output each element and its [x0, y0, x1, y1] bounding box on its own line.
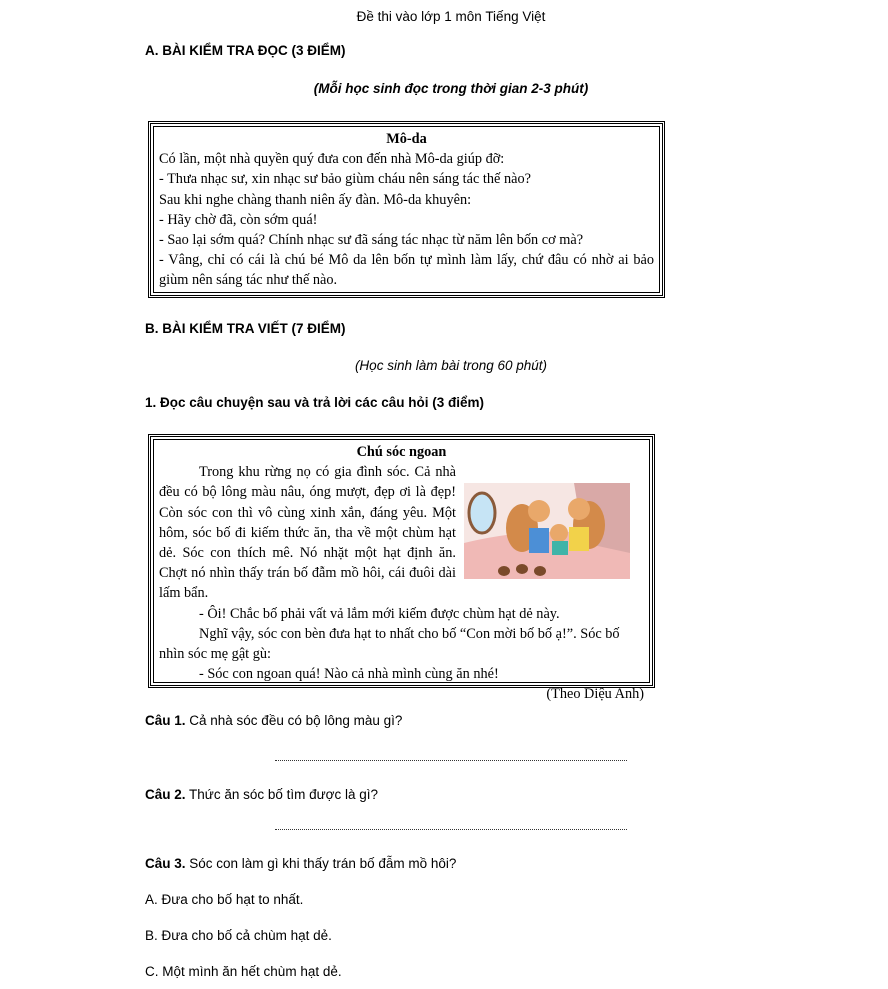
- story-title: Chú sóc ngoan: [356, 444, 447, 460]
- question-label: Câu 3.: [145, 856, 186, 871]
- story-chu-soc-ngoan-box: [148, 434, 655, 703]
- story-line: - Vâng, chỉ có cái là chú bé Mô da lên bốn tự mình làm lấy, chứ đâu có nhờ ai bảo giùm nên sáng tác như thế nào.: [159, 252, 654, 289]
- question-text: Sóc con làm gì khi thấy trán bố đẫm mồ hôi?: [185, 856, 457, 871]
- document-title: Đề thi vào lớp 1 môn Tiếng Việt: [356, 9, 546, 24]
- story-title: Mô-da: [386, 131, 427, 147]
- story-line: - Hãy chờ đã, còn sớm quá!: [159, 211, 318, 228]
- option-b: B. Đưa cho bố cả chùm hạt dẻ.: [145, 928, 332, 943]
- story-paragraph: Nghĩ vậy, sóc con bèn đưa hạt to nhất cho bố “Con mời bố bố ạ!”. Sóc bố nhìn sóc mẹ gật gù:: [159, 625, 620, 663]
- answer-line-2[interactable]: [275, 821, 627, 830]
- section-b-note: (Học sinh làm bài trong 60 phút): [354, 358, 548, 373]
- question-1: [145, 713, 402, 728]
- story-line: - Sao lại sớm quá? Chính nhạc sư đã sáng tác nhạc từ năm lên bốn cơ mà?: [159, 232, 584, 249]
- story-source: (Theo Diệu Anh): [546, 686, 644, 703]
- story-line: - Thưa nhạc sư, xin nhạc sư bảo giùm cháu nên sáng tác thế nào?: [159, 171, 531, 188]
- story-line: Có lần, một nhà quyền quý đưa con đến nhà Mô-da giúp đỡ:: [159, 151, 505, 168]
- option-c: C. Một mình ăn hết chùm hạt dẻ.: [145, 964, 342, 979]
- answer-line-1[interactable]: [275, 752, 627, 761]
- question-2: [145, 787, 378, 802]
- story-line: Sau khi nghe chàng thanh niên ấy đàn. Mô-da khuyên:: [159, 191, 472, 208]
- story-paragraph: - Ôi! Chắc bố phải vất vả lắm mới kiếm được chùm hạt dẻ này.: [199, 605, 560, 622]
- question-3: [145, 856, 456, 871]
- question-label: Câu 2.: [145, 787, 186, 802]
- task-1-heading: 1. Đọc câu chuyện sau và trả lời các câu hỏi (3 điểm): [145, 395, 484, 410]
- section-a-note: (Mỗi học sinh đọc trong thời gian 2-3 phút): [313, 81, 589, 96]
- section-a-heading: A. BÀI KIỂM TRA ĐỌC (3 ĐIỂM): [145, 43, 346, 58]
- section-b-heading: B. BÀI KIỂM TRA VIẾT (7 ĐIỂM): [145, 321, 346, 336]
- question-text: Cả nhà sóc đều có bộ lông màu gì?: [185, 713, 403, 728]
- story-paragraph: - Sóc con ngoan quá! Nào cả nhà mình cùng ăn nhé!: [199, 666, 499, 683]
- story-paragraph: Trong khu rừng nọ có gia đình sóc. Cả nhà đều có bộ lông màu nâu, óng mượt, đẹp ơi là đẹp! Còn sóc con thì vô cùng xinh xắn, đáng yêu. Một hôm, sóc bố đi kiếm thức ăn, tha về một chùm hạt dẻ. Sóc con thích mê. Nó nhặt một hạt định ăn. Chợt nó nhìn thấy trán bố đẫm mồ hôi, cái đuôi dài lấm bẩn.: [159, 464, 456, 602]
- option-a: A. Đưa cho bố hạt to nhất.: [145, 892, 304, 907]
- squirrel-family-illustration: [464, 483, 630, 579]
- question-label: Câu 1.: [145, 713, 186, 728]
- question-text: Thức ăn sóc bố tìm được là gì?: [185, 787, 379, 802]
- story-mo-da-box: [148, 121, 665, 298]
